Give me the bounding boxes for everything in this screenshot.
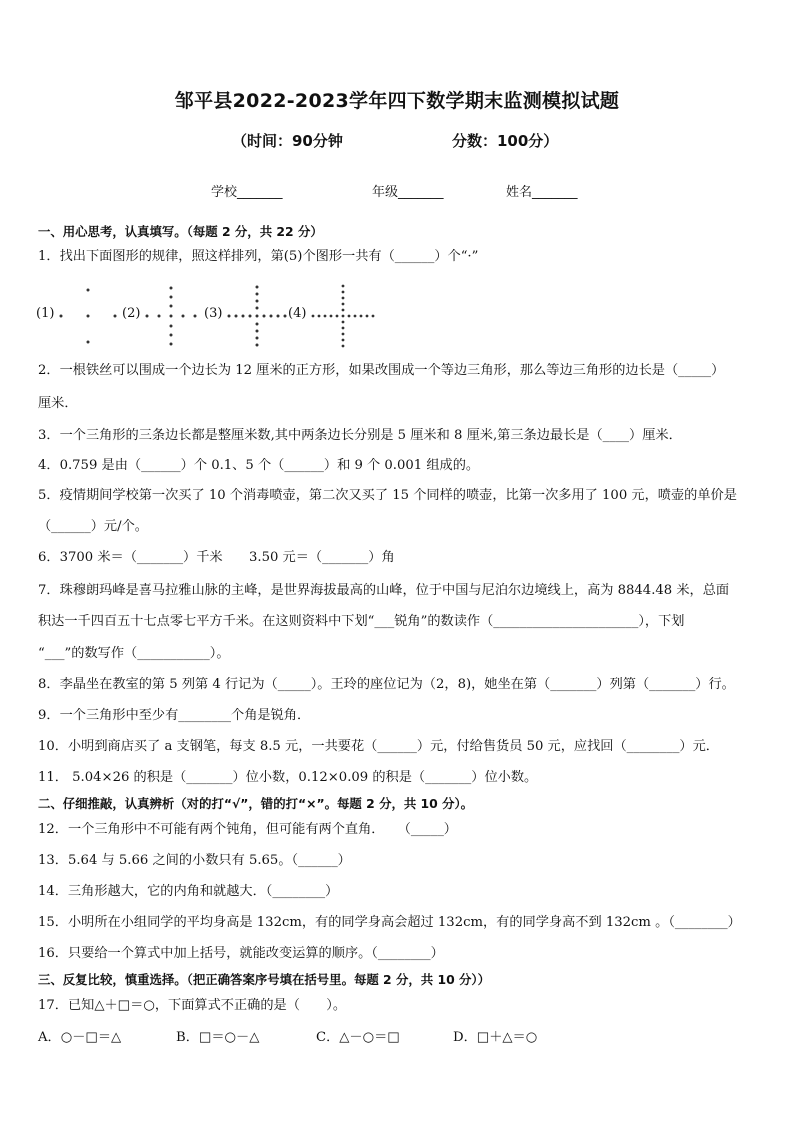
section-3-heading: 三、反复比较，慎重选择。（把正确答案序号填在括号里。每题 2 分，共 10 分）） [38,972,490,987]
question-7-line-3: “___”的数写作（___________）。 [38,646,230,661]
question-7-line-2: 积达一千四百五十七点零七平方千米。在这则资料中下划“___锐角”的数读作（______________________），下划 [38,614,685,629]
name-field: 姓名_______ [506,185,578,200]
section-1-heading: 一、用心思考，认真填写。（每题 2 分，共 22 分） [38,224,323,239]
question-10: 10．小明到商店买了 a 支钢笔，每支 8.5 元，一共要花（______）元，付给售货员 50 元，应找回（________）元． [38,739,719,754]
page-title: 邹平县2022-2023学年四下数学期末监测模拟试题 [174,90,620,112]
exam-score: 分数：100分） [452,132,559,150]
question-16: 16．只要给一个算式中加上括号，就能改变运算的顺序。（________） [38,946,444,961]
question-2-line-2: 厘米． [38,396,78,411]
section-2-heading: 二、仔细推敲，认真辨析（对的打“√”，错的打“×”。每题 2 分，共 10 分）。 [38,796,474,811]
question-17: 17．已知△＋□＝○，下面算式不正确的是（ ）。 [38,998,347,1013]
option-b: B．□＝○－△ [176,1030,260,1045]
question-7-line-1: 7．珠穆朗玛峰是喜马拉雅山脉的主峰，是世界海拔最高的山峰，位于中国与尼泊尔边境线上，高为 8844.48 米，总面 [38,583,730,598]
option-d: D．□＋△＝○ [453,1030,538,1045]
dot-pattern-figure [36,284,396,350]
grade-field: 年级_______ [372,185,444,200]
question-3: 3．一个三角形的三条边长都是整厘米数,其中两条边长分别是 5 厘米和 8 厘米,第三条边最长是（____）厘米． [38,428,682,443]
question-4: 4．0.759 是由（______）个 0.1、5 个（______）和 9 个 0.001 组成的。 [38,458,480,473]
question-2-line-1: 2．一根铁丝可以围成一个边长为 12 厘米的正方形，如果改围成一个等边三角形，那么等边三角形的边长是（_____） [38,363,725,378]
dot-pattern-svg [36,284,396,350]
school-field: 学校_______ [211,185,283,200]
option-c: C．△－○＝□ [316,1030,400,1045]
exam-time: （时间：90分钟 [232,132,343,150]
question-5-line-2: （______）元/个。 [38,519,148,534]
option-a: A．○－□＝△ [38,1030,122,1045]
question-8: 8．李晶坐在教室的第 5 列第 4 行记为（_____）。王玲的座位记为（2，8)，她坐在第（_______）列第（_______）行。 [38,677,735,692]
question-5-line-1: 5．疫情期间学校第一次买了 10 个消毒喷壶，第二次又买了 15 个同样的喷壶，比第一次多用了 100 元，喷壶的单价是 [38,488,737,503]
question-15: 15．小明所在小组同学的平均身高是 132cm，有的同学身高会超过 132cm，有的同学身高不到 132cm 。（________） [38,915,741,930]
question-1: 1．找出下面图形的规律，照这样排列，第(5)个图形一共有（______）个“·” [38,249,479,264]
question-12: 12．一个三角形中不可能有两个钝角，但可能有两个直角． （_____） [38,822,457,837]
question-11: 11． 5.04×26 的积是（_______）位小数，0.12×0.09 的积是（_______）位小数。 [38,770,538,785]
pattern-label-4: (4) [288,306,307,321]
question-13: 13．5.64 与 5.66 之间的小数只有 5.65。（______） [38,853,351,868]
pattern-label-3: (3) [204,306,223,321]
pattern-label-1: (1) [36,306,55,321]
question-14: 14．三角形越大，它的内角和就越大．（________） [38,884,339,899]
question-9: 9．一个三角形中至少有________个角是锐角． [38,708,311,723]
pattern-label-2: (2) [122,306,141,321]
question-6: 6．3700 米＝（_______）千米 3.50 元＝（_______）角 [38,550,395,565]
